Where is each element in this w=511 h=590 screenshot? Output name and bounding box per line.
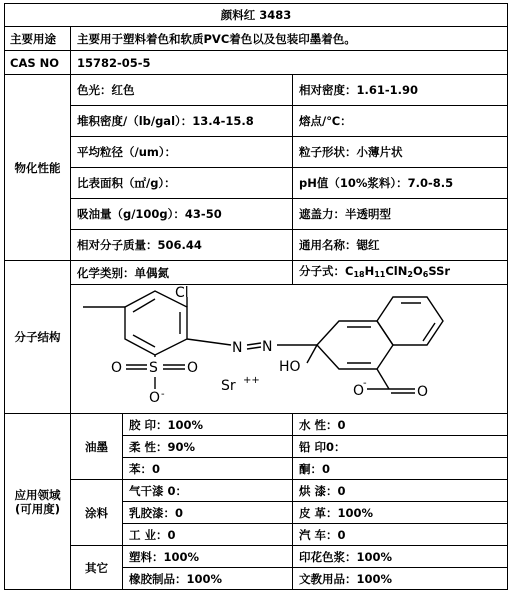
formula-ssr: SSr bbox=[428, 263, 451, 278]
application-label bbox=[5, 414, 71, 590]
formula-n-count: 2 bbox=[407, 269, 413, 279]
structure-drawing-row bbox=[5, 285, 508, 414]
atom-n: N bbox=[262, 339, 273, 355]
usage-value: 主要用于塑料着色和软质PVC着色以及包装印墨着色。 bbox=[71, 27, 508, 51]
formula-o: O bbox=[412, 263, 423, 278]
atom-o: O bbox=[417, 384, 429, 400]
cas-value: 15782-05-5 bbox=[71, 51, 508, 75]
physchem-cell: 色光：红色 bbox=[71, 75, 293, 106]
app-cell: 气干漆 0： bbox=[123, 480, 293, 502]
molecule-atoms bbox=[111, 285, 428, 406]
usage-row bbox=[5, 27, 508, 51]
charge-minus: - bbox=[161, 389, 165, 400]
atom-n: N bbox=[232, 340, 243, 356]
title-row bbox=[5, 4, 508, 27]
app-cell: 胶 印：100% bbox=[123, 414, 293, 436]
app-cell: 烘 漆：0 bbox=[293, 480, 508, 502]
formula-h-count: 11 bbox=[374, 269, 386, 279]
app-cell: 文教用品：100% bbox=[293, 568, 508, 590]
group-other: 其它 bbox=[71, 546, 123, 590]
app-cell: 铅 印0： bbox=[293, 436, 508, 458]
application-label-line: (可用度) bbox=[14, 501, 60, 516]
atom-o: O bbox=[353, 383, 365, 399]
charge-minus: - bbox=[363, 378, 367, 389]
physchem-cell: pH值（10%浆料）：7.0-8.5 bbox=[293, 168, 508, 199]
group-ink: 油墨 bbox=[71, 414, 123, 480]
atom-sr: Sr bbox=[221, 378, 236, 394]
physchem-cell: 比表面积（㎡/g）： bbox=[71, 168, 293, 199]
formula-h: H bbox=[364, 263, 375, 278]
datasheet-table bbox=[4, 3, 508, 590]
physchem-label: 物化性能 bbox=[5, 75, 71, 261]
atom-o: O bbox=[149, 390, 161, 406]
application-row bbox=[5, 546, 508, 568]
physchem-row bbox=[5, 199, 508, 230]
formula-prefix: 分子式： bbox=[299, 263, 345, 278]
formula-c-count: 18 bbox=[353, 269, 365, 279]
group-coating: 涂料 bbox=[71, 480, 123, 546]
physchem-cell: 堆积密度/（lb/gal）：13.4-15.8 bbox=[71, 106, 293, 137]
physchem-cell: 平均粒径（/um）： bbox=[71, 137, 293, 168]
app-cell: 水 性：0 bbox=[293, 414, 508, 436]
formula-o-count: 6 bbox=[422, 269, 429, 279]
app-cell: 汽 车：0 bbox=[293, 524, 508, 546]
atom-cl: Cl bbox=[175, 285, 189, 301]
formula-cln: ClN bbox=[385, 263, 408, 278]
charge-sr: ++ bbox=[243, 375, 260, 386]
atom-s: S bbox=[149, 360, 158, 376]
physchem-row bbox=[5, 168, 508, 199]
physchem-cell: 遮盖力：半透明型 bbox=[293, 199, 508, 230]
structure-label: 分子结构 bbox=[5, 261, 71, 414]
app-cell: 乳胶漆：0 bbox=[123, 502, 293, 524]
chem-class: 化学类别：单偶氮 bbox=[71, 261, 293, 285]
physchem-cell: 通用名称：锶红 bbox=[293, 230, 508, 261]
datasheet-title: 颜料红 3483 bbox=[5, 4, 508, 27]
application-row bbox=[5, 414, 508, 436]
app-cell: 印花色浆：100% bbox=[293, 546, 508, 568]
molecular-formula bbox=[293, 261, 508, 285]
usage-label: 主要用途 bbox=[5, 27, 71, 51]
physchem-row bbox=[5, 230, 508, 261]
app-cell: 工 业：0 bbox=[123, 524, 293, 546]
physchem-cell: 相对分子质量：506.44 bbox=[71, 230, 293, 261]
atom-o: O bbox=[111, 360, 123, 376]
application-label-line: 应用领域 bbox=[14, 487, 61, 502]
physchem-row bbox=[5, 137, 508, 168]
app-cell: 橡胶制品：100% bbox=[123, 568, 293, 590]
app-cell: 皮 革：100% bbox=[293, 502, 508, 524]
molecule-cell bbox=[71, 285, 508, 414]
physchem-cell: 吸油量（g/100g）：43-50 bbox=[71, 199, 293, 230]
physchem-row bbox=[5, 75, 508, 106]
physchem-cell: 粒子形状：小薄片状 bbox=[293, 137, 508, 168]
physchem-row bbox=[5, 106, 508, 137]
atom-o: O bbox=[187, 360, 199, 376]
cas-row bbox=[5, 51, 508, 75]
physchem-cell: 相对密度：1.61-1.90 bbox=[293, 75, 508, 106]
application-row bbox=[5, 480, 508, 502]
atom-ho: HO bbox=[279, 359, 301, 375]
molecule-structure-diagram bbox=[71, 285, 507, 411]
physchem-cell: 熔点/℃： bbox=[293, 106, 508, 137]
formula-c: C bbox=[345, 263, 354, 278]
cas-label: CAS NO bbox=[5, 51, 71, 75]
app-cell: 塑料：100% bbox=[123, 546, 293, 568]
app-cell: 柔 性：90% bbox=[123, 436, 293, 458]
app-cell: 苯：0 bbox=[123, 458, 293, 480]
app-cell: 酮：0 bbox=[293, 458, 508, 480]
structure-header-row bbox=[5, 261, 508, 285]
